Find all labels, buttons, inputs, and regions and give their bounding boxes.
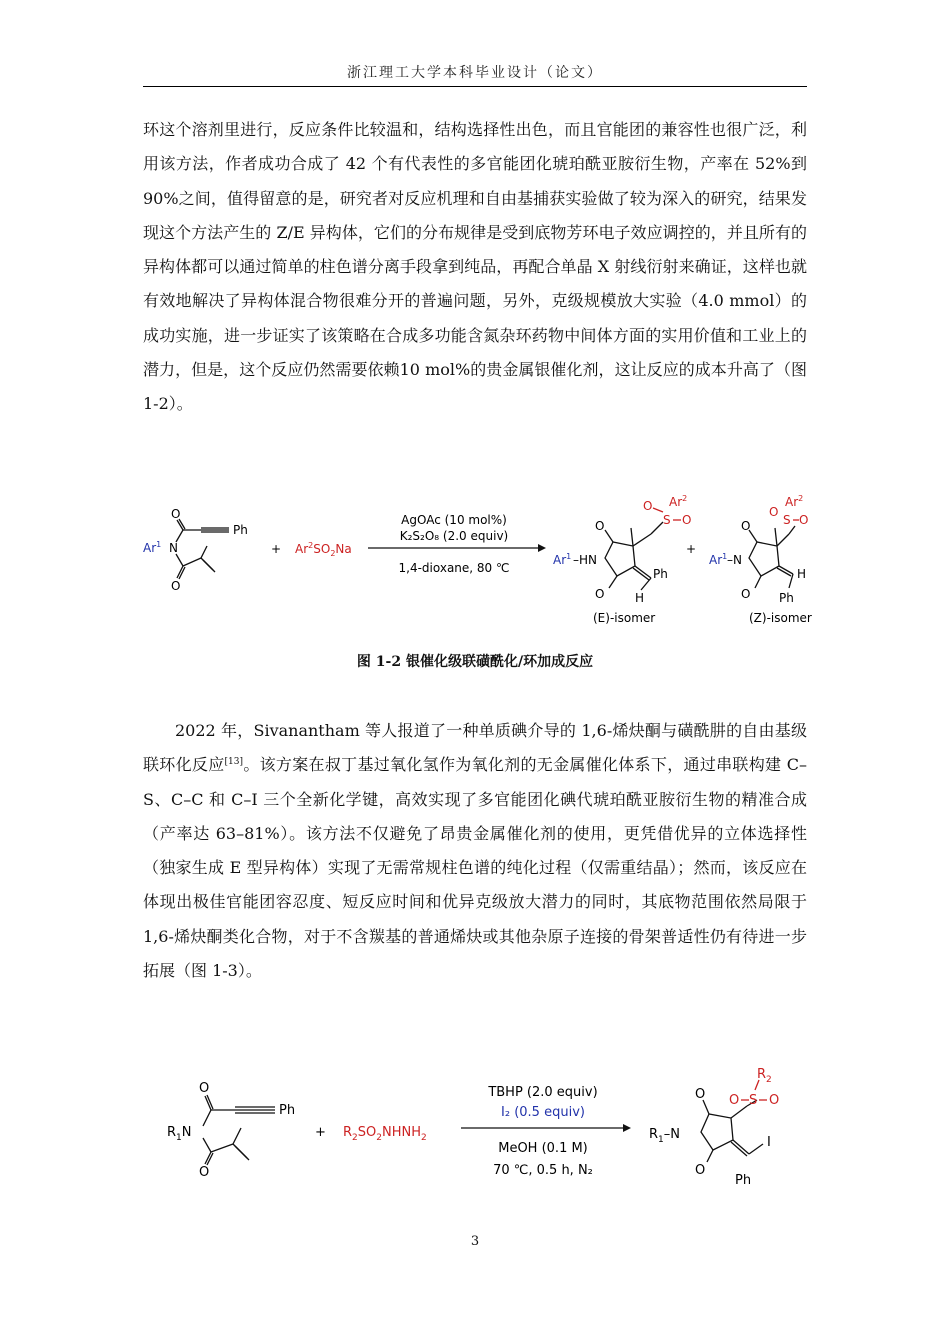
reaction-scheme-2 <box>143 1066 807 1188</box>
reaction-arrow-2 <box>461 1085 631 1178</box>
svg-text:S: S <box>663 513 671 527</box>
svg-text:Ar2: Ar$^2$ <box>669 494 688 509</box>
svg-text:N: N <box>169 541 178 555</box>
plus-sign-2: + <box>686 542 697 556</box>
product-z-isomer <box>709 494 812 625</box>
svg-text:K₂S₂O₈ (2.0 equiv): K₂S₂O₈ (2.0 equiv) <box>399 529 509 543</box>
reaction-scheme-1 <box>143 494 812 625</box>
svg-text:I: I <box>767 1135 771 1150</box>
svg-text:Ph: Ph <box>279 1103 296 1118</box>
svg-text:Ar1: Ar$^1$ <box>553 552 572 567</box>
svg-text:Ar1: Ar$^1$ <box>143 540 162 555</box>
svg-text:(Z)-isomer: (Z)-isomer <box>749 611 812 625</box>
svg-text:O: O <box>199 1081 210 1096</box>
figure-1-2 <box>143 494 812 625</box>
svg-text:O: O <box>741 519 751 533</box>
svg-text:Ph: Ph <box>779 591 794 605</box>
svg-text:O: O <box>769 1093 780 1108</box>
svg-text:O: O <box>682 513 692 527</box>
svg-text:O: O <box>769 505 779 519</box>
figure-1-3 <box>143 1066 807 1188</box>
svg-text:Ph: Ph <box>653 567 668 581</box>
paragraph-1: 环这个溶剂里进行，反应条件比较温和，结构选择性出色，而且官能团的兼容性也很广泛，利用该方法，作者成功合成了 42 个有代表性的多官能团化琥珀酰亚胺衍生物，产率在 52%到 90%之间，值得留意的是，研究者对反应机理和自由基捕获实验做了较为深入的研究，结果发现这个方法产生的 Z/E 异构体，它们的分布规律是受到底物芳环电子效应调控的，并且所有的异构体都可以通过简单的柱色谱分离手段拿到纯品，再配合单晶 X 射线衍射来确证，这样也就有效地解决了异构体混合物很难分开的普遍问题，另外，克级规模放大实验（4.0 mmol）的成功实施，进一步证实了该策略在合成多功能含氮杂环药物中间体方面的实用价值和工业上的潜力，但是，这个反应仍然需要依赖10 mol%的贵金属银催化剂，这让反应的成本升高了（图 1-2）。 <box>143 120 807 414</box>
svg-text:(E)-isomer: (E)-isomer <box>593 611 656 625</box>
product-e-isomer <box>553 494 691 625</box>
svg-text:R1–N: $R_1-N$ <box>649 1127 681 1145</box>
svg-text:O: O <box>595 519 605 533</box>
svg-text:O: O <box>799 513 809 527</box>
svg-text:I₂ (0.5 equiv): I₂ (0.5 equiv) <box>501 1105 585 1120</box>
reactant-enyne-amide-2 <box>167 1081 295 1180</box>
svg-text:TBHP (2.0 equiv): TBHP (2.0 equiv) <box>488 1085 598 1100</box>
svg-text:AgOAc (10 mol%): AgOAc (10 mol%) <box>401 513 507 527</box>
reagent-sulfinate: $Ar^2SO_2Na$ <box>295 541 352 558</box>
svg-text:S: S <box>783 513 791 527</box>
svg-text:O: O <box>171 507 181 521</box>
reaction-arrow-1 <box>368 513 546 575</box>
svg-text:Ph: Ph <box>233 523 248 537</box>
svg-text:H: H <box>635 591 645 605</box>
paragraph-2: 2022 年，Sivanantham 等人报道了一种单质碘介导的 1,6-烯炔酮与磺酰肼的自由基级联环化反应[13]。该方案在叔丁基过氧化氢作为氧化剂的无金属催化体系下，通过串联构建 C–S、C–C 和 C–I 三个全新化学键，高效实现了多官能团化碘代琥珀酰亚胺衍生物的精准合成（产率达 63–81%）。该方法不仅避免了昂贵金属催化剂的使用，更凭借优异的立体选择性（独家生成 E 型异构体）实现了无需常规柱色谱的纯化过程（仅需重结晶）；然而，该反应在体现出极佳官能团容忍度、短反应时间和优异克级放大潜力的同时，其底物范围依然局限于 1,6-烯炔酮类化合物，对于不含羰基的普通烯炔或其他杂原子连接的骨架普适性仍有待进一步拓展（图 1-3）。 <box>143 721 807 981</box>
svg-text:O: O <box>595 587 605 601</box>
svg-text:S: S <box>749 1093 758 1108</box>
svg-text:–HN: –HN <box>573 553 597 567</box>
page-number: 3 <box>470 1234 480 1249</box>
svg-text:70 ℃, 0.5 h, N₂: 70 ℃, 0.5 h, N₂ <box>493 1163 593 1178</box>
citation-13: [13] <box>224 757 244 768</box>
plus-sign-1: + <box>271 542 282 556</box>
svg-text:O: O <box>171 579 181 593</box>
svg-text:Ar2: Ar$^2$ <box>785 494 804 509</box>
svg-text:O: O <box>741 587 751 601</box>
svg-text:1,4-dioxane, 80 ℃: 1,4-dioxane, 80 ℃ <box>398 561 510 575</box>
svg-text:Ar1: Ar$^1$ <box>709 552 728 567</box>
reactant-enyne-amide <box>143 507 248 593</box>
svg-text:R2: $R_2$ <box>757 1067 772 1085</box>
product-iodo-succinimide <box>649 1067 779 1188</box>
plus-sign-3: + <box>315 1125 326 1140</box>
page-header: 浙江理工大学本科毕业设计（论文） <box>347 65 603 81</box>
svg-text:Ph: Ph <box>735 1173 752 1188</box>
svg-text:–N: –N <box>727 553 742 567</box>
svg-text:H: H <box>797 567 807 581</box>
svg-text:R1N: $R_1N$ <box>167 1125 192 1143</box>
figure-caption-1-2: 图 1-2 银催化级联磺酰化/环加成反应 <box>356 654 594 670</box>
svg-text:MeOH (0.1 M): MeOH (0.1 M) <box>498 1141 588 1156</box>
svg-text:O: O <box>695 1087 706 1102</box>
svg-text:O: O <box>643 499 653 513</box>
header-rule <box>143 86 807 87</box>
svg-text:O: O <box>729 1093 740 1108</box>
svg-text:O: O <box>199 1165 210 1180</box>
svg-text:O: O <box>695 1163 706 1178</box>
reagent-sulfonyl-hydrazide: $R_2SO_2NHNH_2$ <box>343 1125 427 1143</box>
